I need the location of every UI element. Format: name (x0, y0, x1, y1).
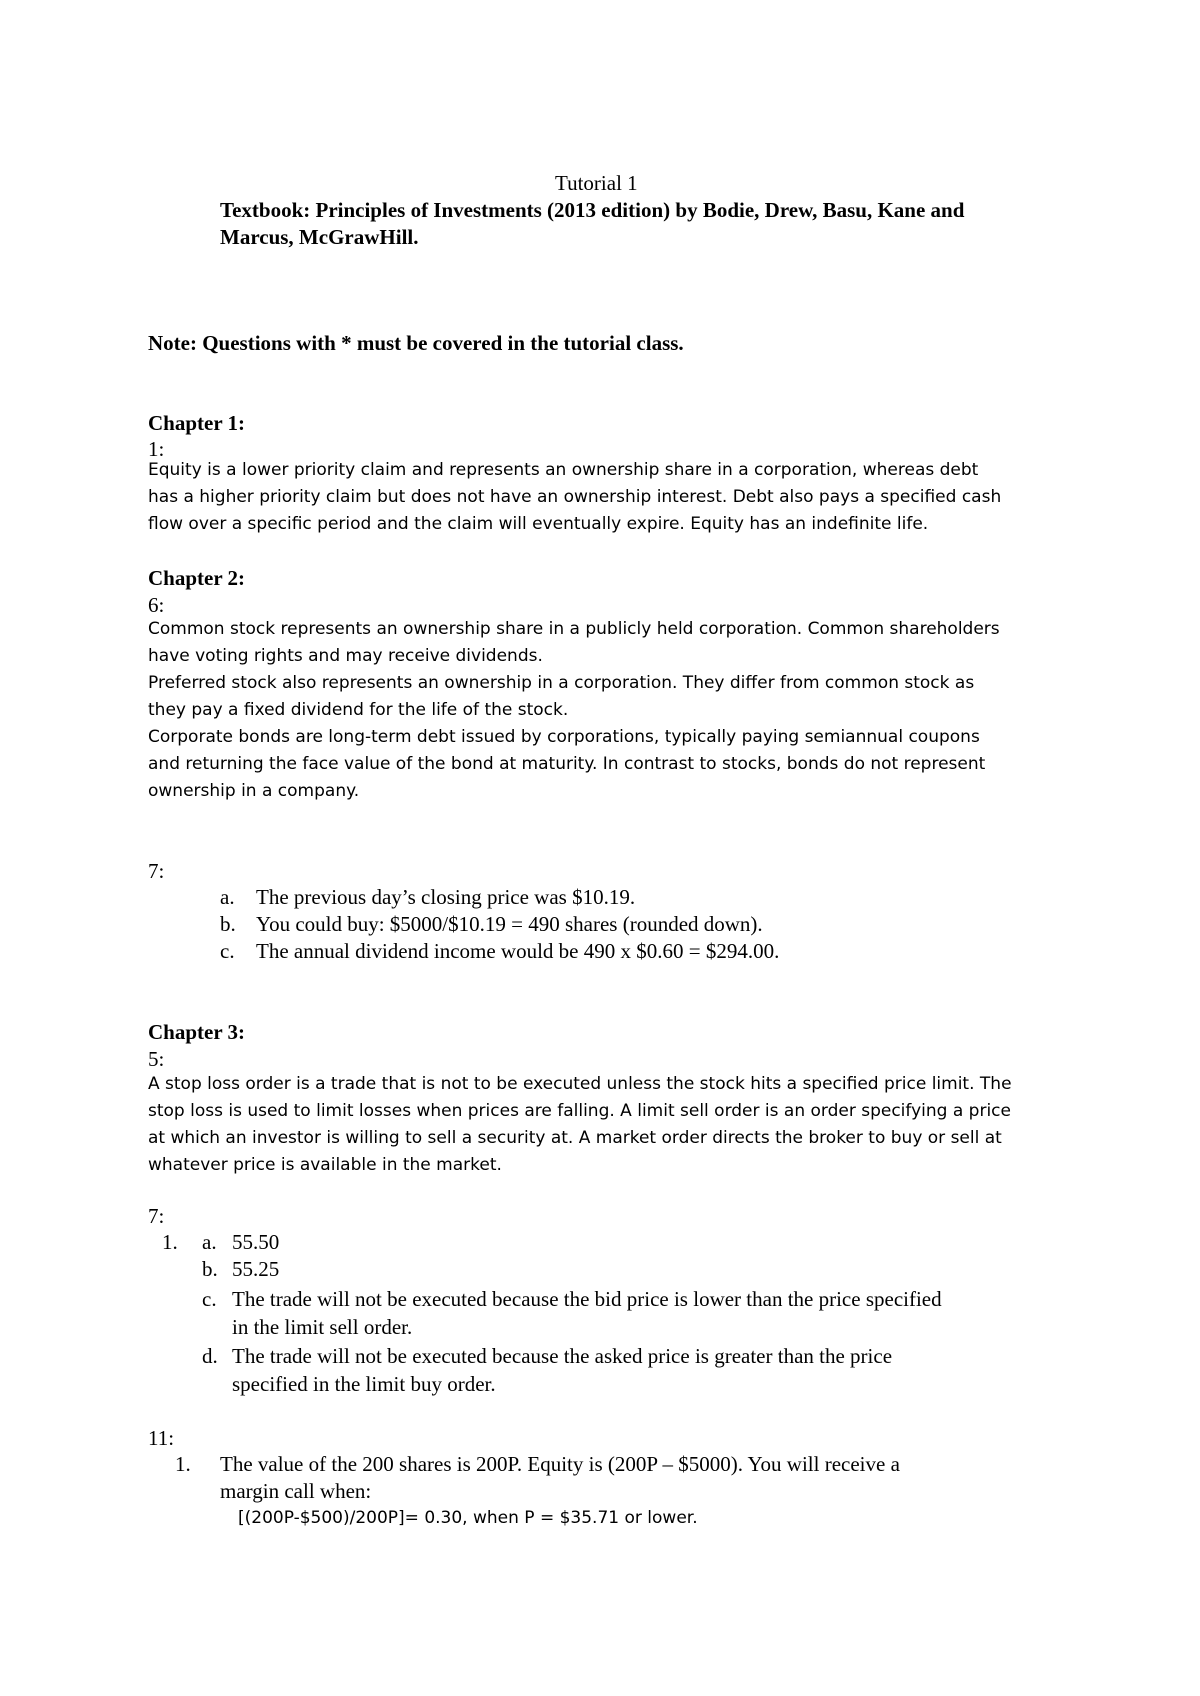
ch3-question-11-line-2: margin call when: (220, 1479, 372, 1503)
ch2-question-6-answer (148, 616, 1000, 805)
list-marker: b. (202, 1257, 218, 1281)
answer-line: flow over a specific period and the claim will eventually expire. Equity has an indefinite life. (148, 514, 929, 534)
list-item (202, 1285, 942, 1341)
list-number: 1. (162, 1230, 178, 1254)
textbook-line-1: Textbook: Principles of Investments (2013 edition) by Bodie, Drew, Basu, Kane and (220, 198, 965, 222)
list-item (202, 1257, 279, 1282)
list-text: The trade will not be executed because the bid price is lower than the price specified (232, 1287, 942, 1311)
list-text: The previous day’s closing price was $10.19. (256, 885, 636, 909)
answer-line: ownership in a company. (148, 781, 360, 801)
list-marker: b. (220, 912, 236, 936)
list-text: You could buy: $5000/$10.19 = 490 shares (rounded down). (256, 912, 763, 936)
list-marker: d. (202, 1344, 218, 1368)
list-marker: c. (202, 1287, 217, 1311)
answer-line: stop loss is used to limit losses when prices are falling. A limit sell order is an order specifying a price (148, 1101, 1011, 1121)
list-item (220, 885, 635, 910)
ch3-question-11-label: 11: (148, 1426, 175, 1450)
textbook-reference (220, 197, 1050, 251)
ch2-question-7-label: 7: (148, 859, 165, 883)
ch1-question-1-label: 1: (148, 437, 165, 461)
list-item (220, 939, 779, 964)
list-item (202, 1342, 892, 1398)
answer-line: Corporate bonds are long-term debt issued by corporations, typically paying semiannual coupons (148, 727, 980, 747)
list-item (202, 1230, 279, 1255)
list-marker: c. (220, 939, 235, 963)
note: Note: Questions with * must be covered in the tutorial class. (148, 331, 684, 355)
answer-line: whatever price is available in the market. (148, 1155, 502, 1175)
textbook-line-2: Marcus, McGrawHill. (220, 225, 419, 249)
list-text: The trade will not be executed because the asked price is greater than the price (232, 1344, 893, 1368)
answer-line: Common stock represents an ownership share in a publicly held corporation. Common shareholders (148, 619, 1000, 639)
margin-call-formula: [(200P-$500)/200P]= 0.30, when P = $35.71 or lower. (238, 1508, 698, 1528)
ch3-question-7-label: 7: (148, 1204, 165, 1228)
list-item (220, 912, 763, 937)
answer-line: Preferred stock also represents an ownership in a corporation. They differ from common stock as (148, 673, 975, 693)
answer-line: they pay a fixed dividend for the life of the stock. (148, 700, 569, 720)
list-marker: a. (202, 1230, 217, 1254)
ch3-question-5-label: 5: (148, 1047, 165, 1071)
answer-line: and returning the face value of the bond at maturity. In contrast to stocks, bonds do not represent (148, 754, 986, 774)
ch1-question-1-answer (148, 457, 1001, 538)
list-marker: a. (220, 885, 235, 909)
chapter-3-heading: Chapter 3: (148, 1020, 246, 1044)
list-text: 55.25 (232, 1257, 280, 1281)
chapter-1-heading: Chapter 1: (148, 411, 246, 435)
answer-line: have voting rights and may receive dividends. (148, 646, 543, 666)
answer-line: has a higher priority claim but does not have an ownership interest. Debt also pays a specified cash (148, 487, 1002, 507)
answer-line: at which an investor is willing to sell a security at. A market order directs the broker to buy or sell at (148, 1128, 1002, 1148)
answer-line: A stop loss order is a trade that is not to be executed unless the stock hits a specified price limit. The (148, 1074, 1012, 1094)
page-title: Tutorial 1 (555, 171, 638, 195)
list-text: specified in the limit buy order. (232, 1372, 496, 1396)
list-text: The annual dividend income would be 490 x $0.60 = $294.00. (256, 939, 780, 963)
answer-line: Equity is a lower priority claim and represents an ownership share in a corporation, whereas debt (148, 460, 979, 480)
list-number: 1. (175, 1452, 191, 1476)
ch3-question-11-line-1: The value of the 200 shares is 200P. Equity is (200P – $5000). You will receive a (220, 1452, 900, 1476)
list-text: in the limit sell order. (232, 1315, 413, 1339)
chapter-2-heading: Chapter 2: (148, 566, 246, 590)
list-text: 55.50 (232, 1230, 280, 1254)
ch3-question-5-answer (148, 1071, 1012, 1179)
ch2-question-6-label: 6: (148, 593, 165, 617)
